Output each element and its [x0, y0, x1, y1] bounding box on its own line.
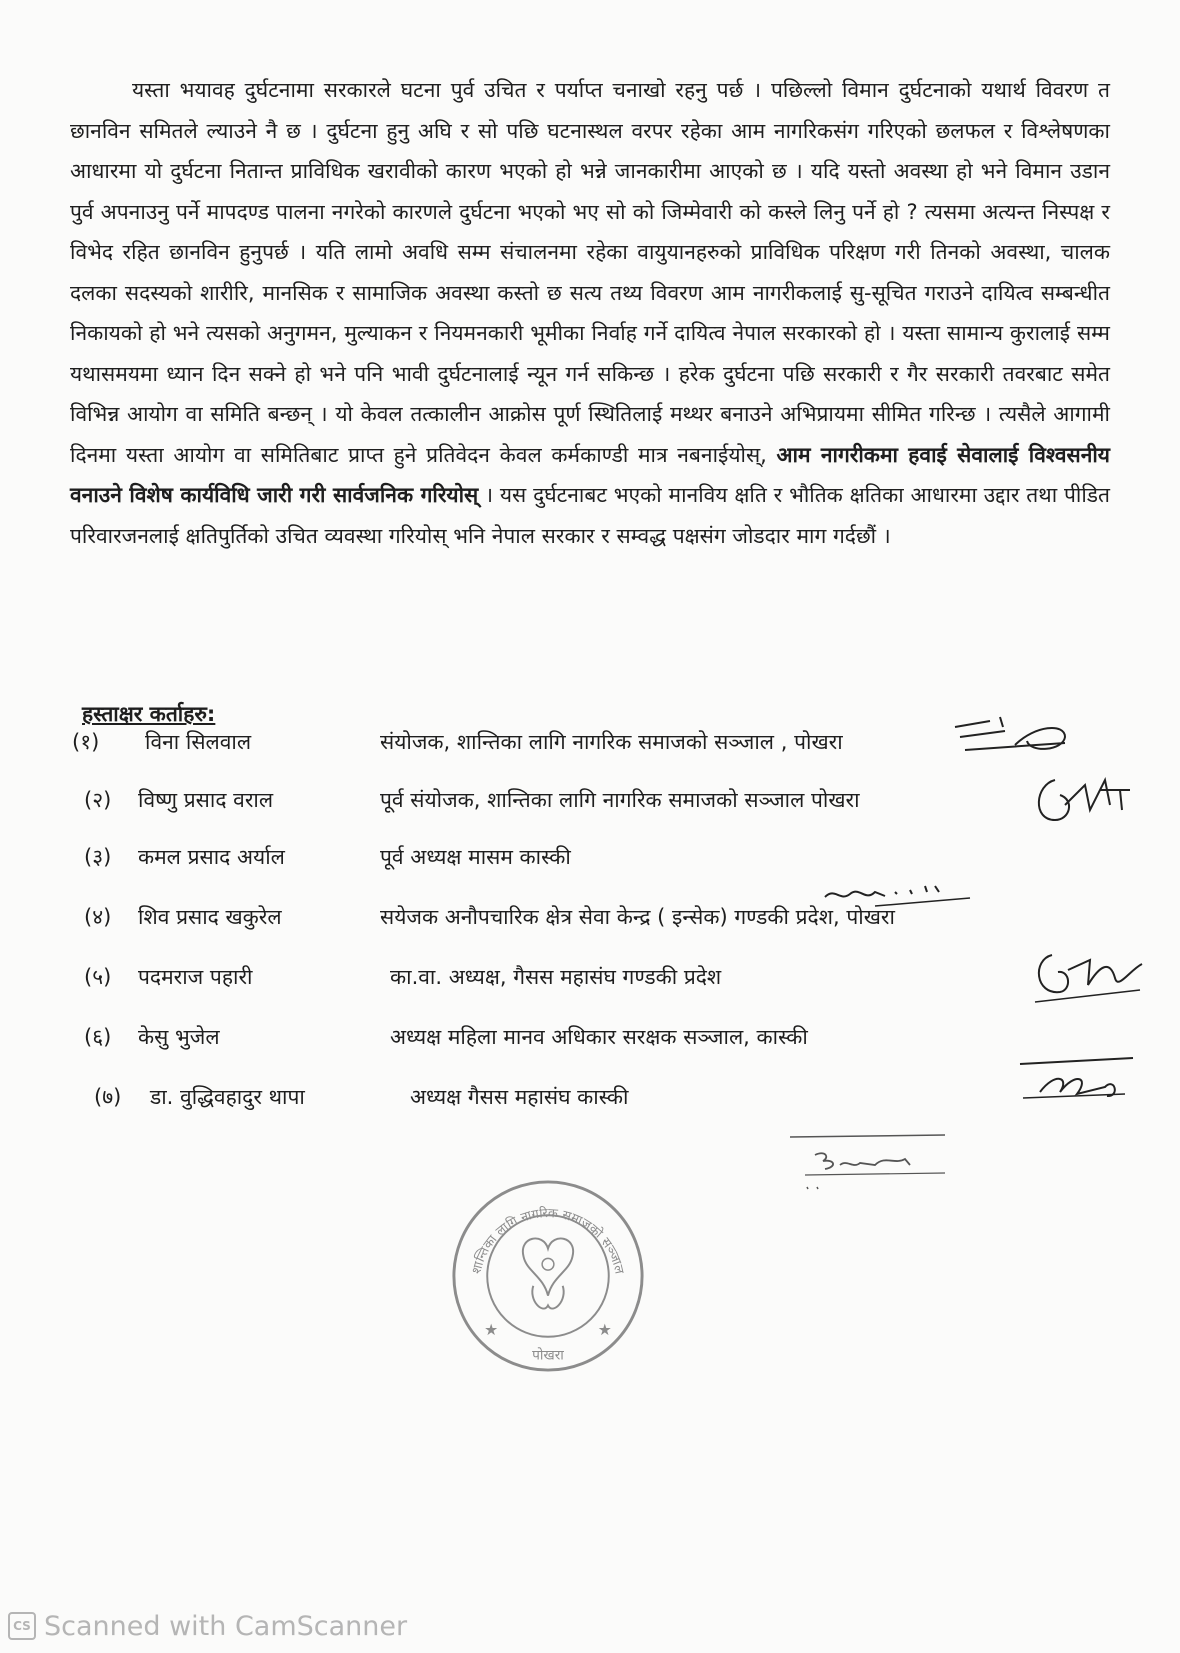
body-paragraph [70, 70, 1110, 556]
signatory-number: (३) [84, 845, 112, 869]
signatory-name: डा. वुद्धिवहादुर थापा [150, 1085, 305, 1109]
signatory-row [0, 963, 1180, 1003]
scanner-watermark [8, 1608, 407, 1644]
signatory-name: विष्णु प्रसाद वराल [138, 788, 274, 812]
signature-7 [785, 1125, 955, 1190]
signatory-row [0, 1023, 1180, 1063]
body-text-bold-demand: आम नागरीकमा हवाई सेवालाई विश्वसनीय वनाउने विशेष कार्यविधि जारी गरी सार्वजनिक गरियोस् [70, 442, 1110, 507]
svg-text:★: ★ [484, 1319, 499, 1339]
seal-ring-text: शान्तिका लागि नागरिक समाजको सञ्जाल [469, 1206, 627, 1276]
scanner-watermark-text: Scanned with CamScanner [44, 1610, 408, 1642]
signatory-row [0, 1083, 1180, 1123]
signatory-row [0, 786, 1180, 826]
signatory-title: पूर्व अध्यक्ष मासम कास्की [380, 845, 571, 869]
signatories-heading: हस्ताक्षर कर्ताहरु: [82, 702, 216, 726]
signatory-title: अध्यक्ष गैसस महासंघ कास्की [410, 1085, 629, 1109]
svg-text:शान्तिका लागि नागरिक समाजको सञ [469, 1205, 626, 1276]
signatory-number: (१) [72, 730, 100, 754]
signatory-name: पदमराज पहारी [138, 965, 253, 989]
signatory-row [0, 903, 1180, 943]
signatory-number: (५) [84, 965, 112, 989]
seal-bottom-text: पोखरा [532, 1347, 564, 1364]
signatory-title: का.वा. अध्यक्ष, गैसस महासंघ गण्डकी प्रदेश [390, 965, 722, 989]
signatory-name: शिव प्रसाद खकुरेल [138, 905, 282, 929]
body-text-part-1: यस्ता भयावह दुर्घटनामा सरकारले घटना पुर्व उचित र पर्याप्त चनाखो रहनु पर्छ । पछिल्लो विमान दुर्घटनाको यथार्थ विवरण त छानविन समितले ल्याउने नै छ । दुर्घटना हुनु अघि र सो पछि घटनास्थल वरपर रहेका आम नागरिकसंग गरिएको छलफल र विश्लेषणका आधारमा यो दुर्घटना नितान्त प्राविधिक खरावीको कारण भएको हो भन्ने जानकारीमा आएको छ । यदि यस्तो अवस्था हो भने विमान उडान पुर्व अपनाउनु पर्ने मापदण्ड पालना नगरेको कारणले दुर्घटना भएको भए सो को जिम्मेवारी को कस्ले लिनु पर्ने हो ? त्यसमा अत्यन्त निस्पक्ष र विभेद रहित छानविन हुनुपर्छ । यति लामो अवधि सम्म संचालनमा रहेका वायुयानहरुको प्राविधिक परिक्षण गरी तिनको अवस्था, चालक दलका सदस्यको शारीरि, मानसिक र सामाजिक अवस्था कस्तो छ सत्य तथ्य विवरण आम नागरीकलाई सु-सूचित गराउने दायित्व सम्बन्धीत निकायको हो भने त्यसको अनुगमन, मुल्याकन र नियमनकारी भूमीका निर्वाह गर्ने दायित्व नेपाल सरकारको हो । यस्ता सामान्य कुरालाई सम्म यथासमयमा ध्यान दिन सक्ने हो भने पनि भावी दुर्घटनालाई न्यून गर्न सकिन्छ । हरेक दुर्घटना पछि सरकारी र गैर सरकारी तवरबाट समेत विभिन्न आयोग वा समिति बन्छन् । यो केवल तत्कालीन आक्रोस पूर्ण स्थितिलाई मथ्थर बनाउने अभिप्रायमा सीमित गरिन्छ । त्यसैले आगामी दिनमा यस्ता आयोग वा समितिबाट प्राप्त हुने प्रतिवेदन केवल कर्मकाण्डी मात्र नबनाईयोस्, [70, 78, 1110, 467]
signatory-name: विना सिलवाल [145, 730, 252, 754]
signatory-title: संयोजक, शान्तिका लागि नागरिक समाजको सञ्जाल , पोखरा [380, 730, 843, 754]
signatory-number: (२) [84, 788, 112, 812]
body-text-part-2: । यस दुर्घटनाबट भएको मानविय क्षति र भौतिक क्षतिका आधारमा उद्दार तथा पीडित परिवारजनलाई क्षतिपुर्तिको उचित व्यवस्था गरियोस् भनि नेपाल सरकार र सम्वद्ध पक्षसंग जोडदार माग गर्दछौं । [70, 483, 1110, 548]
signatory-number: (४) [84, 905, 112, 929]
organization-seal [450, 1178, 646, 1374]
signature-1 [945, 705, 1105, 765]
signatory-name: कमल प्रसाद अर्याल [138, 845, 285, 869]
signatory-title: सयेजक अनौपचारिक क्षेत्र सेवा केन्द्र ( इन्सेक) गण्डकी प्रदेश, पोखरा [380, 905, 895, 929]
signatory-number: (६) [84, 1025, 112, 1049]
signatory-number: (७) [94, 1085, 122, 1109]
signatory-title: पूर्व संयोजक, शान्तिका लागि नागरिक समाजको सञ्जाल पोखरा [380, 788, 860, 812]
signature-2 [1030, 765, 1140, 840]
signatory-title: अध्यक्ष महिला मानव अधिकार सरक्षक सञ्जाल, कास्की [390, 1025, 808, 1049]
camscanner-logo-icon: CS [8, 1612, 36, 1640]
signatory-row [0, 843, 1180, 883]
svg-text:★: ★ [597, 1319, 612, 1339]
signatory-name: केसु भुजेल [138, 1025, 220, 1049]
